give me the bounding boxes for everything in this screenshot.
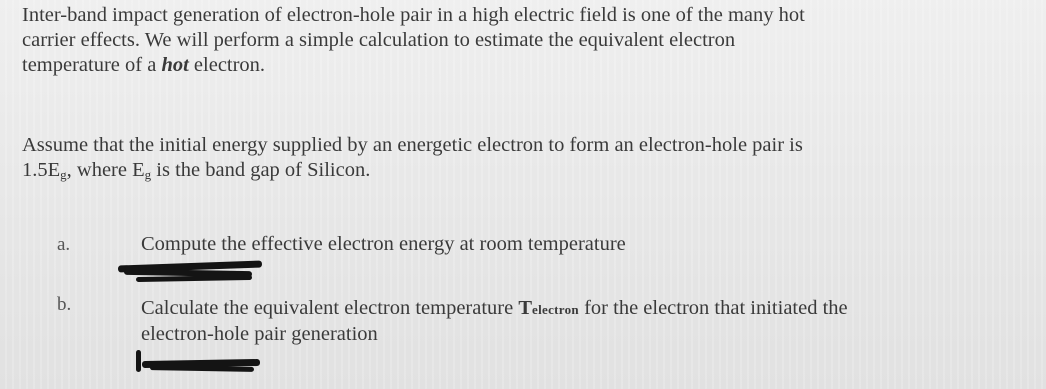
- question-a-text: Compute the effective electron energy at room temperature: [141, 233, 626, 255]
- question-a-marker: a.: [57, 234, 71, 255]
- redaction-scribble-a3: [136, 275, 252, 282]
- question-b-marker: b.: [57, 294, 72, 315]
- intro-paragraph: [22, 3, 1032, 78]
- hot-emphasis: hot: [161, 54, 189, 76]
- redaction-mark-b-vertical: [136, 350, 141, 372]
- question-b-line-2: electron-hole pair generation: [141, 323, 378, 345]
- energy-factor: 1.5E: [22, 159, 61, 181]
- temperature-symbol: T: [518, 297, 533, 319]
- assumption-line-1: Assume that the initial energy supplied by an energetic electron to form an electron-hole pair is: [22, 134, 803, 156]
- question-b-end: for the electron that initiated the: [578, 297, 848, 319]
- question-b-text: [141, 296, 1031, 347]
- temperature-symbol-subscript: electron: [532, 302, 579, 317]
- intro-line-3-end: electron.: [188, 54, 266, 76]
- band-gap-subscript: g: [60, 167, 67, 182]
- redaction-scribble-b2: [150, 365, 254, 372]
- question-b-start: Calculate the equivalent electron temperature: [141, 297, 519, 319]
- intro-line-3-start: temperature of a: [22, 54, 162, 76]
- band-gap-subscript-2: g: [144, 167, 152, 182]
- intro-line-2: carrier effects. We will perform a simple calculation to estimate the equivalent electron: [22, 29, 736, 51]
- intro-line-1: Inter-band impact generation of electron-hole pair in a high electric field is one of the many hot: [22, 4, 805, 26]
- assumption-line-2-mid: , where E: [66, 159, 145, 181]
- assumption-line-2-end: is the band gap of Silicon.: [151, 159, 371, 181]
- assumption-paragraph: [22, 133, 1032, 187]
